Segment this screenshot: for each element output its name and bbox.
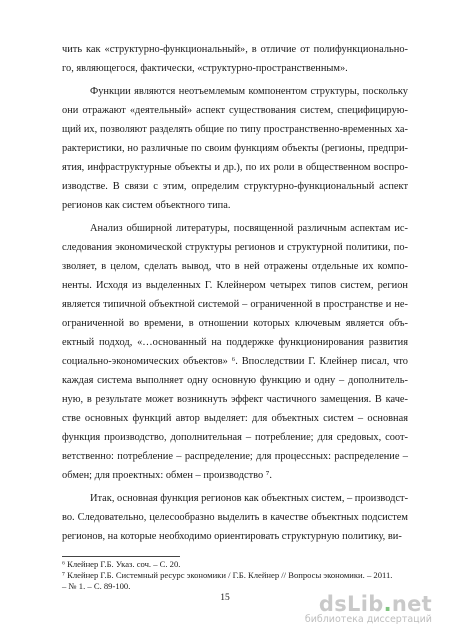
footnote-separator bbox=[62, 556, 180, 557]
text-line: го, являющегося, фактически, «структурно-пространственным». bbox=[62, 63, 348, 74]
text-line: регионов как систем объектного типа. bbox=[62, 200, 231, 211]
text-line: зволяет, в целом, сделать вывод, что в ней отражены отдельные их компо- bbox=[62, 261, 408, 272]
text-line: во. Следовательно, целесообразно выделить в качестве объектных подсистем bbox=[62, 512, 408, 523]
text-line: Анализ обширной литературы, посвященной различным аспектам ис- bbox=[90, 223, 408, 234]
text-line: рактеристики, но различные по своим функциям объекты (регионы, предпри- bbox=[62, 143, 408, 154]
page-number: 15 bbox=[220, 593, 230, 603]
text-line: они отражают «деятельный» аспект существования систем, специфицирую- bbox=[62, 105, 408, 116]
text-line: следования экономической структуры регионов и структурной политики, по- bbox=[62, 242, 408, 253]
text-line: ектный подход, «…основанный на поддержке функционирования развития bbox=[62, 337, 408, 348]
watermark-subtitle: библиотека диссертаций bbox=[304, 614, 432, 625]
paragraph bbox=[62, 219, 408, 485]
text-line: регионов, на которые необходимо ориентировать структурную политику, ви- bbox=[62, 531, 402, 542]
paragraph bbox=[62, 82, 408, 215]
text-line: является типичной объектной системой – ограниченной в пространстве и не- bbox=[62, 299, 408, 310]
text-line: каждая система выполняет одну основную функцию и одну – дополнитель- bbox=[62, 375, 408, 386]
text-line: чить как «структурно-функциональный», в отличие от полифункционально- bbox=[62, 44, 408, 55]
text-line: Функции являются неотъемлемым компонентом структуры, поскольку bbox=[90, 86, 408, 97]
footnotes bbox=[62, 559, 412, 592]
footnote-7: ⁷ Клейнер Г.Б. Системный ресурс экономики / Г.Б. Клейнер // Вопросы экономики. – 2011. bbox=[62, 570, 393, 580]
text-line: ятия, инфраструктурные объекты и др.), по их роли в общественном воспро- bbox=[62, 162, 408, 173]
watermark-logo: dsLib.net bbox=[318, 592, 432, 616]
text-line: Итак, основная функция регионов как объектных систем, – производст- bbox=[90, 493, 409, 504]
text-line: функция производство, дополнительная – потребление; для средовых, соот- bbox=[62, 432, 408, 443]
text-line: обмен; для проектных: обмен – производство ⁷. bbox=[62, 470, 272, 481]
body-text bbox=[62, 40, 408, 550]
paragraph bbox=[62, 489, 408, 546]
footnote-6: ⁶ Клейнер Г.Б. Указ. соч. – С. 20. bbox=[62, 559, 181, 569]
text-line: ненты. Исходя из выделенных Г. Клейнером четырех типов систем, регион bbox=[62, 280, 408, 291]
text-line: щий их, позволяют разделять общие по типу пространственно-временных ха- bbox=[62, 124, 408, 135]
watermark bbox=[305, 592, 432, 625]
text-line: изводстве. В связи с этим, определим структурно-функциональный аспект bbox=[62, 181, 408, 192]
text-line: ную, в результате может возникнуть эффект частичного замещения. В каче- bbox=[62, 394, 408, 405]
text-line: стве основных функций автор выделяет: для объектных систем – основная bbox=[62, 413, 408, 424]
text-line: ограниченной во времени, в отношении которых ключевым является объ- bbox=[62, 318, 408, 329]
text-line: социально-экономических объектов» ⁶. Впоследствии Г. Клейнер писал, что bbox=[62, 356, 408, 367]
paragraph bbox=[62, 40, 408, 78]
footnote-7-continuation: – № 1. – С. 89-100. bbox=[62, 581, 131, 591]
text-line: ветственно: потребление – распределение; для процессных: распределение – bbox=[62, 451, 408, 462]
